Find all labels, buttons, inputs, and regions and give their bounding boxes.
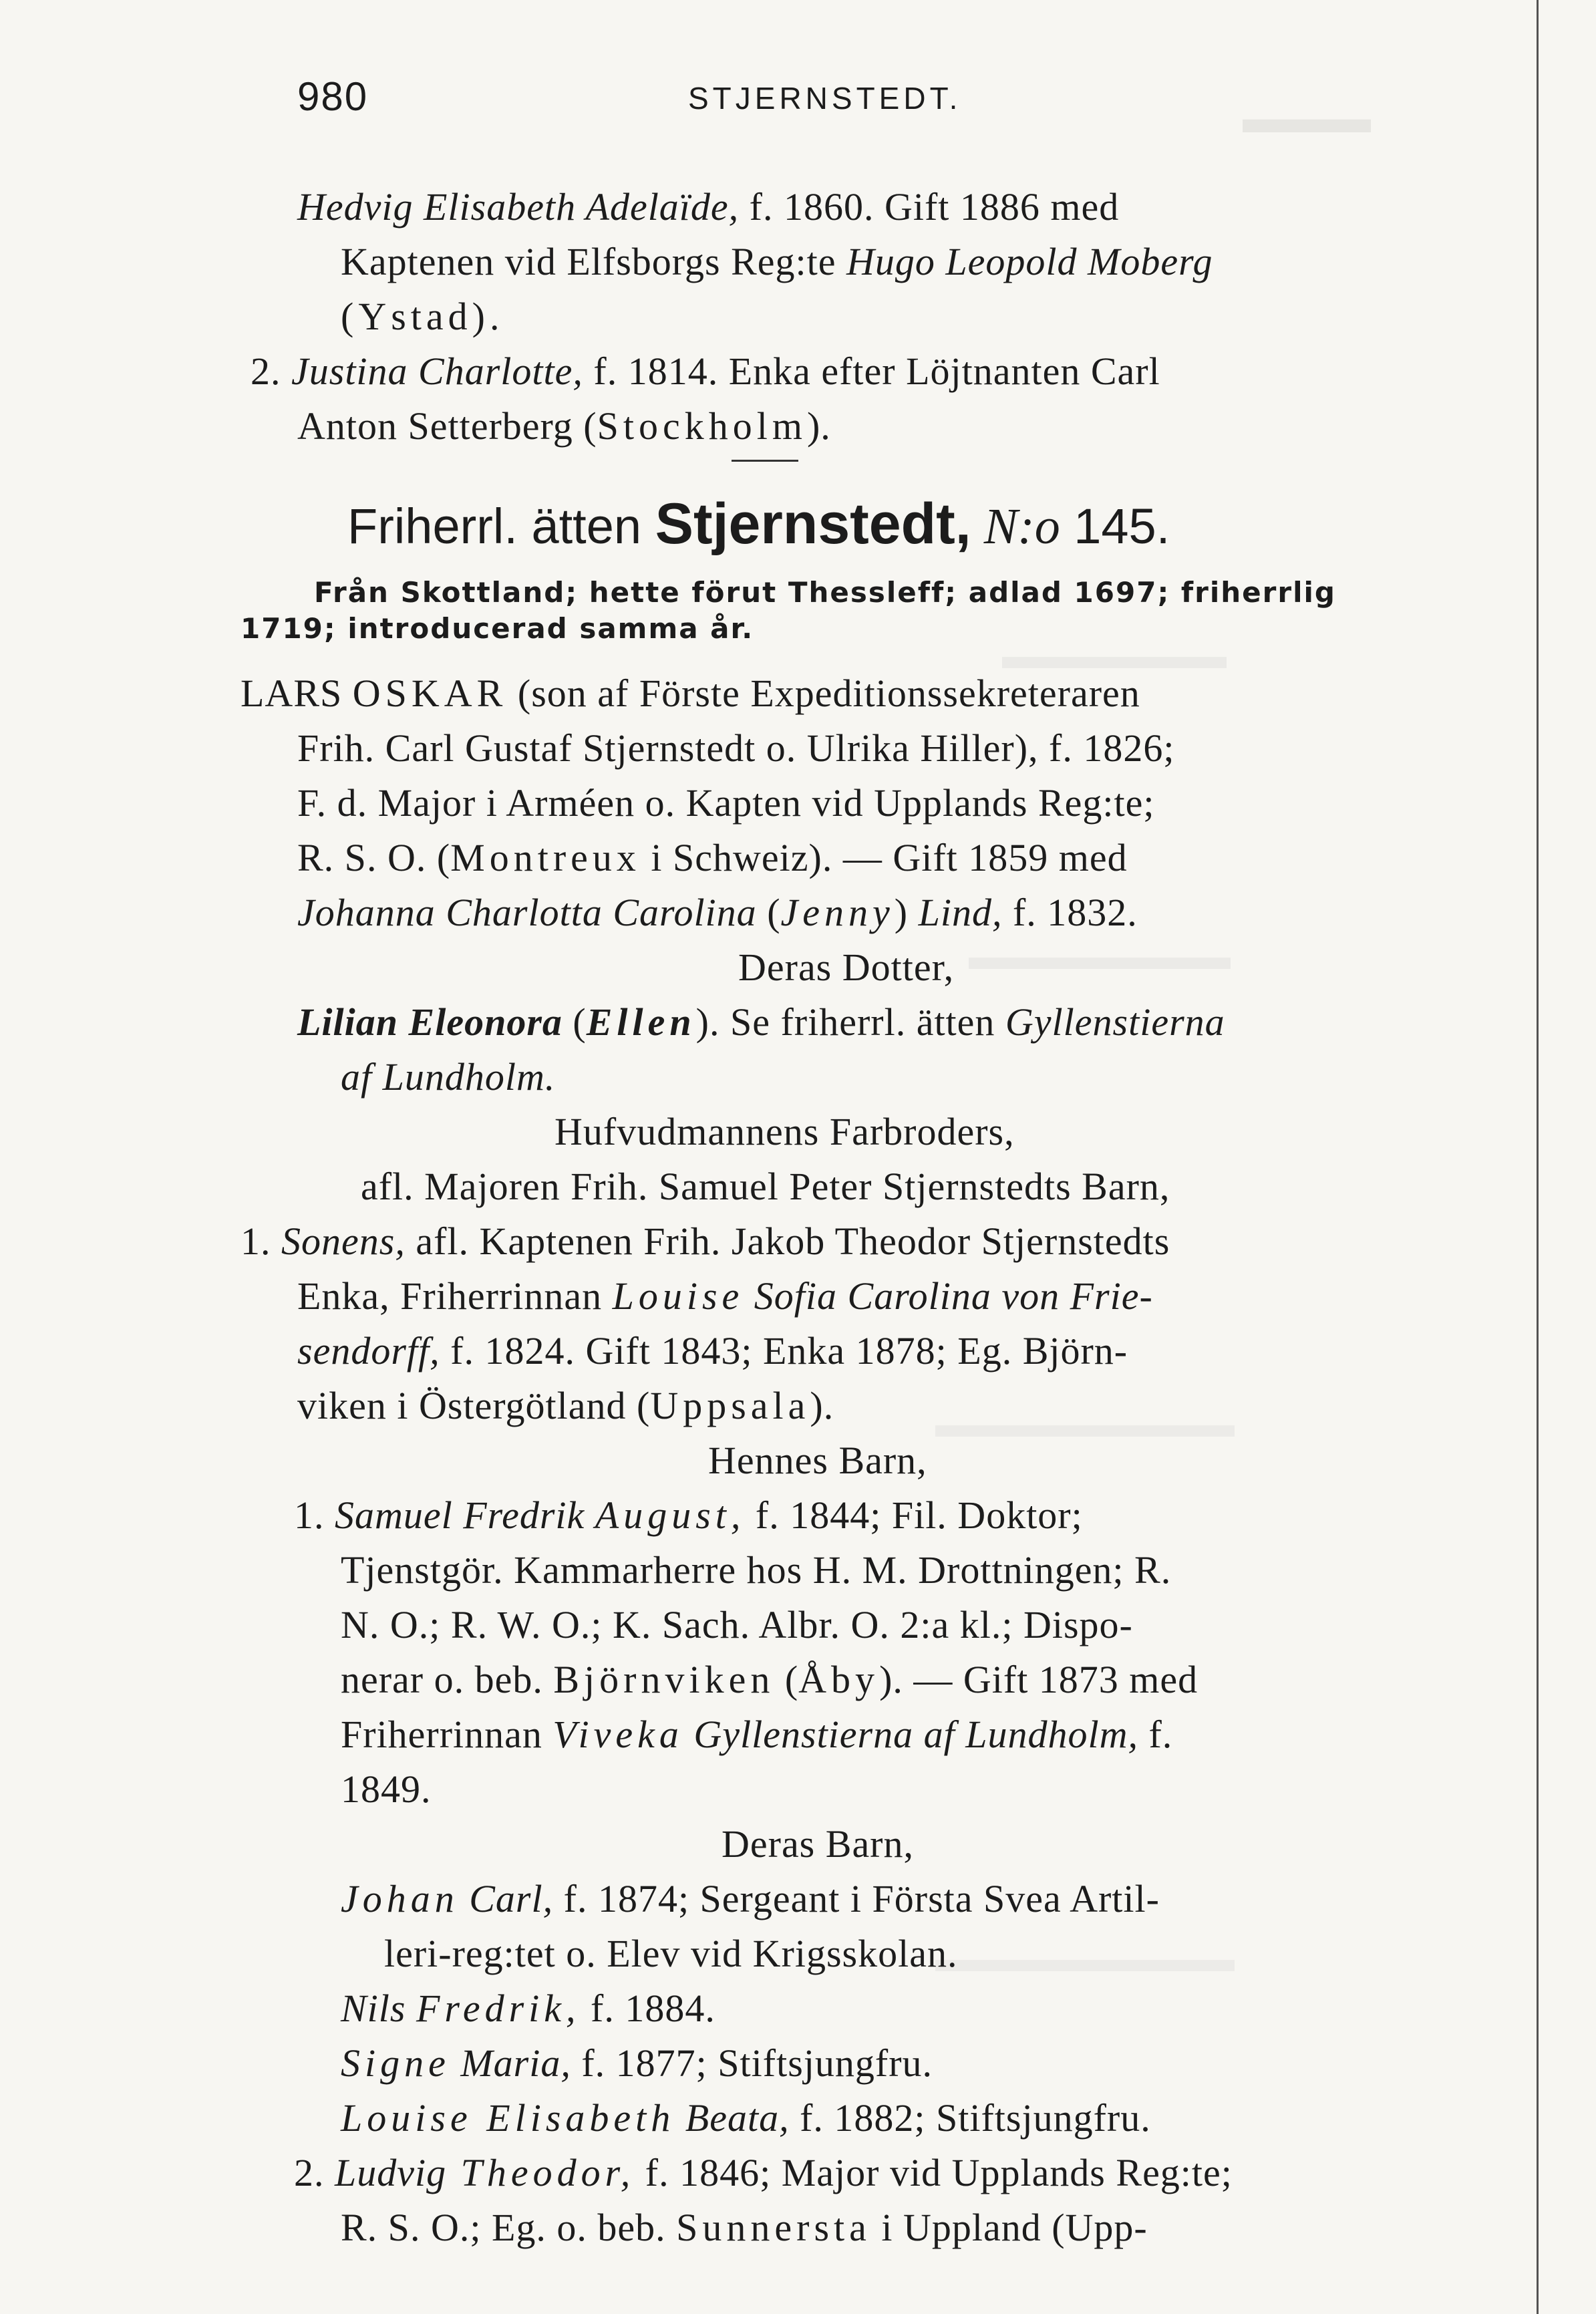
- person-name: Justina Charlotte,: [291, 349, 583, 393]
- person-name: Jenny: [780, 891, 895, 934]
- person-name: August,: [595, 1493, 746, 1537]
- person-name: Viveka: [552, 1713, 683, 1756]
- subsection-label: Hufvudmannens Farbroders,: [554, 1110, 1015, 1153]
- text-span: (: [756, 891, 781, 934]
- person-name: Johan: [341, 1877, 459, 1920]
- text-span: f. 1814. Enka efter Löjtnanten Carl: [583, 349, 1160, 393]
- place-name: Björnviken: [553, 1658, 775, 1701]
- text-line: [297, 886, 1138, 939]
- text-line: 1849.: [341, 1767, 432, 1811]
- text-span: ).: [806, 404, 831, 448]
- text-span: Anton Setterberg (: [297, 404, 597, 448]
- subsection-label: Deras Dotter,: [738, 946, 955, 989]
- text-line: [297, 1379, 834, 1433]
- text-line: [297, 1270, 1153, 1323]
- given-name-spaced: OSKAR: [352, 672, 508, 715]
- text-line: [297, 400, 831, 453]
- text-span: ).: [810, 1384, 834, 1427]
- place-name: Sunnersta: [676, 2206, 871, 2249]
- text-line: [294, 2146, 1233, 2200]
- person-name: Theodor,: [446, 2151, 635, 2194]
- person-name: Louise: [341, 2096, 472, 2140]
- person-name: Ellen: [586, 1000, 696, 1044]
- given-name: LARS: [241, 672, 353, 715]
- text-line: [251, 345, 1160, 398]
- person-name: Hugo Leopold Moberg: [846, 240, 1213, 283]
- heading-number-label: N:o: [971, 498, 1060, 555]
- text-span: viken i Östergötland (: [297, 1384, 651, 1427]
- subsection-label: Hennes Barn,: [708, 1439, 927, 1482]
- list-number: 2.: [251, 349, 291, 393]
- text-span: (son af Förste Expeditionssekreteraren: [507, 672, 1140, 715]
- person-name: Fredrik,: [416, 1987, 581, 2030]
- text-line: [297, 831, 1128, 885]
- text-span: i Uppland (Upp-: [870, 2206, 1148, 2249]
- text-span: f. 1882; Stiftsjungfru.: [789, 2096, 1151, 2140]
- family-name: Gyllenstierna af Lundholm,: [683, 1713, 1138, 1756]
- text-line: [297, 1324, 1128, 1378]
- page-gutter-edge: [1537, 0, 1539, 2314]
- text-line: [341, 2037, 933, 2090]
- text-line: [297, 180, 1119, 234]
- text-span: Friherrinnan: [341, 1713, 553, 1756]
- text-span: f. 1877; Stiftsjungfru.: [571, 2041, 933, 2085]
- text-line: [241, 667, 1140, 720]
- person-name: Elisabeth: [472, 2096, 675, 2140]
- text-span: ). — Gift 1873 med: [879, 1658, 1199, 1701]
- text-span: f. 1860. Gift 1886 med: [739, 185, 1120, 229]
- subsection-label: Deras Barn,: [722, 1822, 915, 1866]
- text-line: [341, 1982, 715, 2035]
- text-line: [297, 996, 1225, 1049]
- text-line: Frih. Carl Gustaf Stjernstedt o. Ulrika Hiller), f. 1826;: [297, 726, 1175, 770]
- person-name: Signe: [341, 2041, 450, 2085]
- text-span: R. S. O.; Eg. o. beb.: [341, 2206, 677, 2249]
- origin-note-line: 1719; introducerad samma år.: [241, 612, 754, 645]
- text-line: N. O.; R. W. O.; K. Sach. Albr. O. 2:a kl.; Dispo-: [341, 1603, 1133, 1646]
- text-span: f. 1884.: [580, 1987, 715, 2030]
- relation-label: Sonens,: [281, 1219, 406, 1263]
- text-span: f. 1824. Gift 1843; Enka 1878; Eg. Björn-: [440, 1329, 1128, 1372]
- person-name: Samuel Fredrik: [335, 1493, 595, 1537]
- text-line: leri-reg:tet o. Elev vid Krigsskolan.: [384, 1932, 958, 1975]
- text-span: Enka, Friherrinnan: [297, 1274, 613, 1318]
- text-span: (: [774, 1658, 799, 1701]
- text-span: Kaptenen vid Elfsborgs Reg:te: [341, 240, 847, 283]
- place-name: Montreux: [450, 836, 641, 879]
- section-divider: [732, 460, 798, 462]
- text-line: [341, 1872, 1160, 1926]
- heading-prefix: Friherrl. ätten: [347, 498, 655, 554]
- text-line: [341, 1708, 1172, 1761]
- family-name: Gyllenstierna: [1005, 1000, 1225, 1044]
- place-name: Stockholm: [597, 404, 807, 448]
- text-span: f. 1832.: [1002, 891, 1138, 934]
- list-number: 1.: [294, 1493, 335, 1537]
- text-span: f.: [1138, 1713, 1173, 1756]
- family-name: Stjernstedt,: [655, 492, 971, 556]
- text-span: i Schweiz). — Gift 1859 med: [640, 836, 1128, 879]
- text-line: [341, 235, 1213, 289]
- text-line: [241, 1215, 1170, 1268]
- page-number: 980: [297, 74, 369, 119]
- person-name: Lilian Eleonora: [297, 1000, 563, 1044]
- text-line: (Ystad).: [341, 295, 504, 338]
- list-number: 2.: [294, 2151, 335, 2194]
- text-span: (: [562, 1000, 587, 1044]
- heading-number: 145.: [1060, 498, 1170, 554]
- person-name: Lind,: [918, 891, 1003, 934]
- place-name: Åby: [798, 1658, 880, 1701]
- person-name: Louise: [612, 1274, 744, 1318]
- person-name: Beata,: [675, 2096, 790, 2140]
- person-name: Hedvig Elisabeth Adelaïde,: [297, 185, 740, 229]
- family-name: sendorff,: [297, 1329, 440, 1372]
- person-name: Sofia Carolina von Frie-: [744, 1274, 1153, 1318]
- person-name: Maria,: [450, 2041, 571, 2085]
- running-title: STJERNSTEDT.: [688, 81, 962, 116]
- text-line: [341, 2091, 1151, 2145]
- person-name: Nils: [341, 1987, 416, 2030]
- text-span: f. 1846; Major vid Upplands Reg:te;: [635, 2151, 1233, 2194]
- text-line: Tjenstgör. Kammarherre hos H. M. Drottningen; R.: [341, 1548, 1172, 1592]
- text-line: [294, 1489, 1083, 1542]
- person-name: Johanna Charlotta Carolina: [297, 891, 757, 934]
- place-name: Uppsala: [650, 1384, 810, 1427]
- bleed-through-texture: ▬▬▬ ▬▬▬▬▬▬ ▬▬▬▬▬▬▬ ▬▬▬▬▬▬▬▬ ▬▬▬▬▬▬▬▬: [935, 94, 1371, 1980]
- text-span: f. 1874; Sergeant i Första Svea Artil-: [553, 1877, 1160, 1920]
- text-span: f. 1844; Fil. Doktor;: [745, 1493, 1083, 1537]
- list-number: 1.: [241, 1219, 281, 1263]
- text-line: af Lundholm.: [341, 1055, 556, 1099]
- text-line: [341, 1653, 1198, 1707]
- text-span: nerar o. beb.: [341, 1658, 554, 1701]
- text-line: [341, 2201, 1148, 2255]
- text-line: F. d. Major i Arméen o. Kapten vid Upplands Reg:te;: [297, 781, 1155, 825]
- text-span: R. S. O. (: [297, 836, 451, 879]
- section-heading: [347, 491, 1170, 557]
- person-name: Ludvig: [335, 2151, 447, 2194]
- text-span: ). Se friherrl. ätten: [695, 1000, 1005, 1044]
- text-span: ): [894, 891, 919, 934]
- origin-note-line: Från Skottland; hette förut Thessleff; adlad 1697; friherrlig: [314, 576, 1336, 609]
- person-name: Carl,: [458, 1877, 554, 1920]
- text-span: afl. Kaptenen Frih. Jakob Theodor Stjernstedts: [405, 1219, 1170, 1263]
- text-line: afl. Majoren Frih. Samuel Peter Stjernstedts Barn,: [361, 1165, 1170, 1208]
